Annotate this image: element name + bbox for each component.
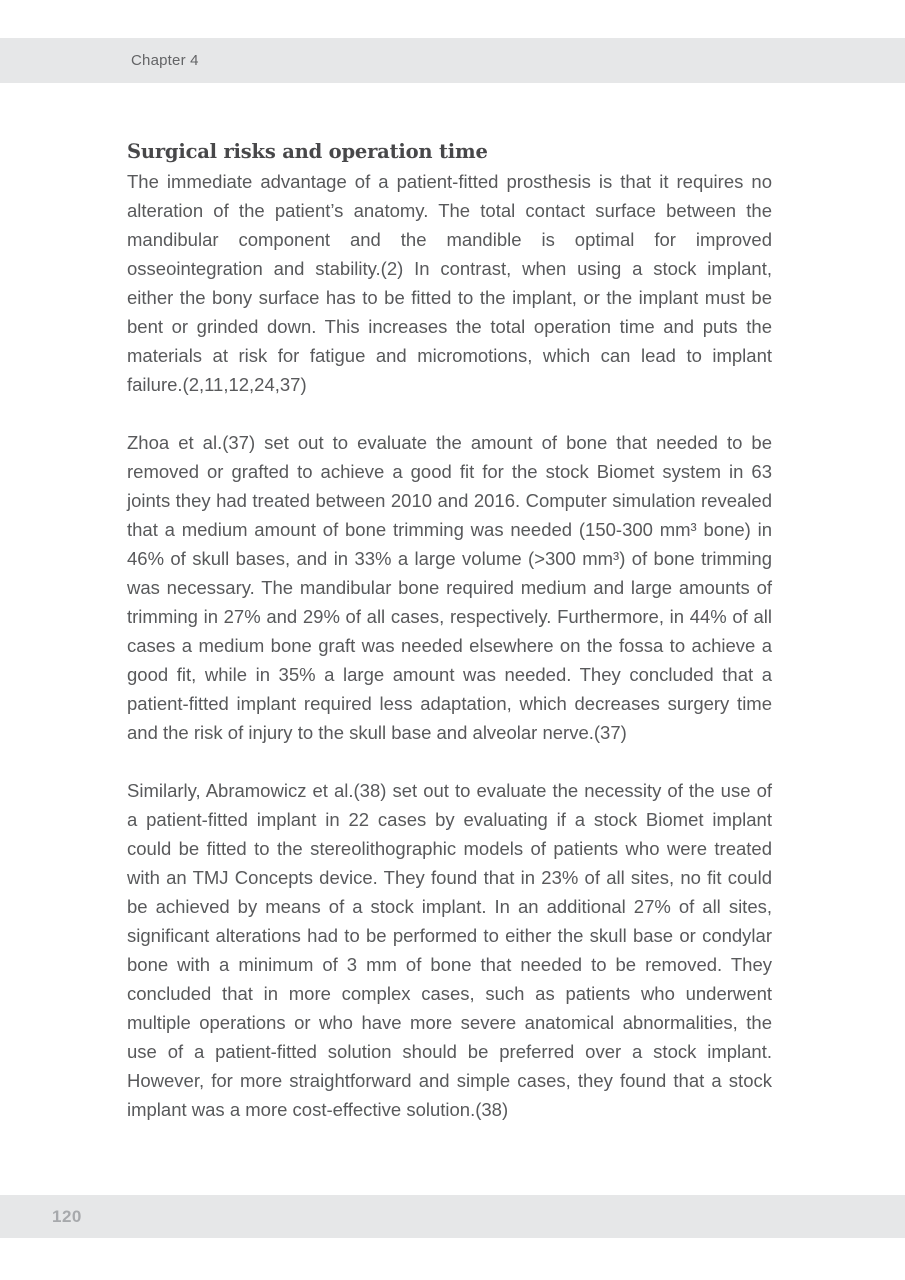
page-number: 120 [52,1206,82,1226]
section-heading: Surgical risks and operation time [127,140,488,163]
paragraph-zhoa-study: Zhoa et al.(37) set out to evaluate the amount of bone that needed to be removed or grafted to achieve a good fit for the stock Biomet system in 63 joints they had treated between 2010 and 2016. Computer simulation revealed that a medium amount of bone trimming was needed (150-300 mm³ bone) in 46% of skull bases, and in 33% a large volume (>300 mm³) of bone trimming was necessary. The mandibular bone required medium and large amounts of trimming in 27% and 29% of all cases, respectively. Furthermore, in 44% of all cases a medium bone graft was needed elsewhere on the fossa to achieve a good fit, while in 35% a large amount was needed. They concluded that a patient-fitted implant required less adaptation, which decreases surgery time and the risk of injury to the skull base and alveolar nerve.(37) [127,432,772,743]
paragraph-abramowicz-study: Similarly, Abramowicz et al.(38) set out to evaluate the necessity of the use of a patient-fitted implant in 22 cases by evaluating if a stock Biomet implant could be fitted to the stereolithographic models of patients who were treated with an TMJ Concepts device. They found that in 23% of all sites, no fit could be achieved by means of a stock implant. In an additional 27% of all sites, significant alterations had to be performed to either the skull base or condylar bone with a minimum of 3 mm of bone that needed to be removed. They concluded that in more complex cases, such as patients who underwent multiple operations or who have more severe anatomical abnormalities, the use of a patient-fitted solution should be preferred over a stock implant. However, for more straightforward and simple cases, they found that a stock implant was a more cost-effective solution.(38) [127,780,772,1120]
page-content [127,137,772,1124]
chapter-header-band [0,38,905,83]
chapter-label: Chapter 4 [131,52,199,69]
page-number-band [0,1195,905,1238]
paragraph-surgical-risks-intro: The immediate advantage of a patient-fitted prosthesis is that it requires no alteration of the patient’s anatomy. The total contact surface between the mandibular component and the mandible is optimal for improved osseointegration and stability.(2) In contrast, when using a stock implant, either the bony surface has to be fitted to the implant, or the implant must be bent or grinded down. This increases the total operation time and puts the materials at risk for fatigue and micromotions, which can lead to implant failure.(2,11,12,24,37) [127,171,772,395]
